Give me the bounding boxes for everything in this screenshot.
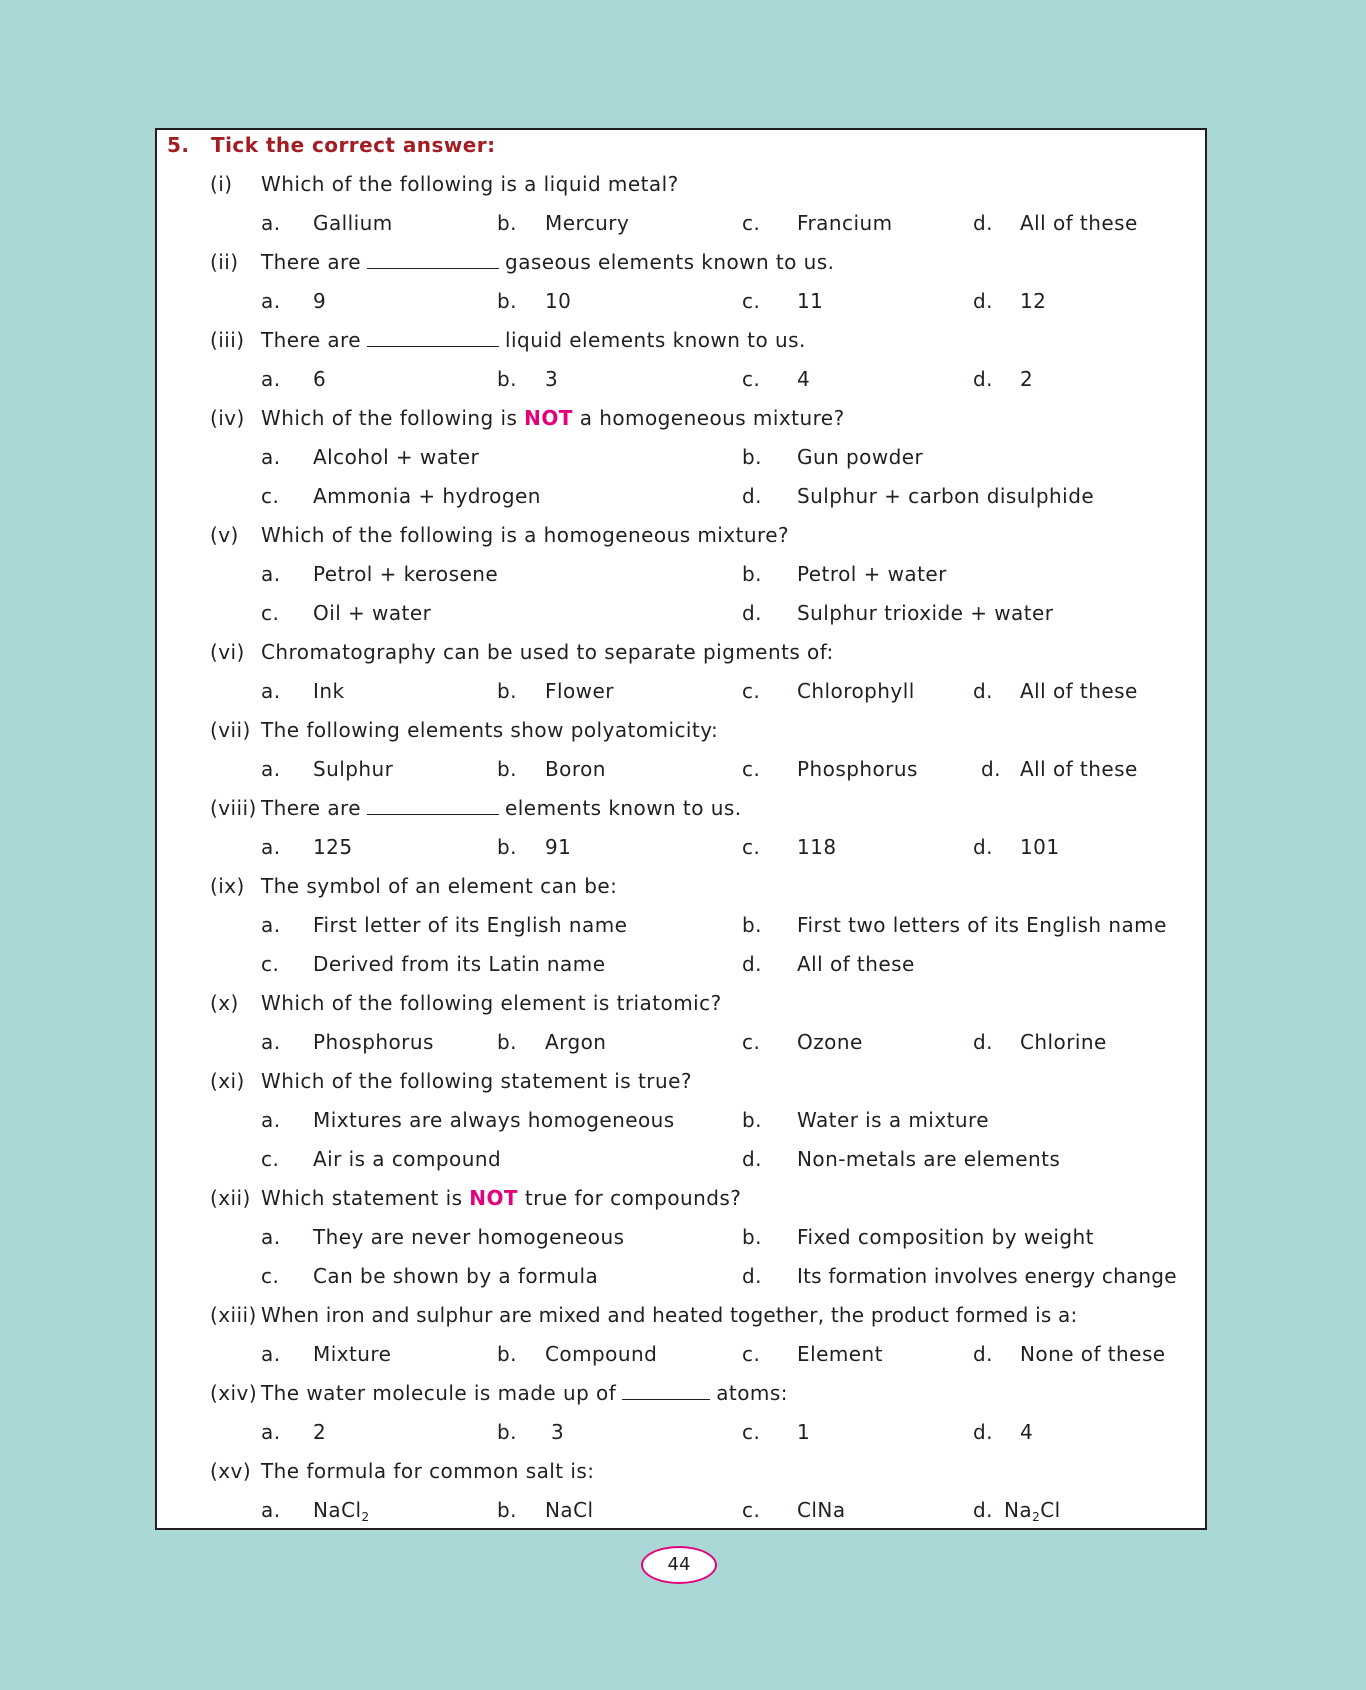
option-b[interactable]: 10: [545, 289, 572, 313]
option-letter: d.: [742, 952, 762, 976]
question-number: (xi): [210, 1069, 245, 1093]
option-letter: a.: [261, 367, 281, 391]
option-letter: b.: [497, 1030, 517, 1054]
question-text: Which of the following is NOT a homogeneous mixture?: [261, 406, 845, 430]
option-letter: a.: [261, 445, 281, 469]
option-letter: b.: [742, 1225, 762, 1249]
option-letter: a.: [261, 211, 281, 235]
option-a[interactable]: Sulphur: [313, 757, 394, 781]
option-letter: c.: [742, 757, 761, 781]
option-letter: a.: [261, 1225, 281, 1249]
option-b[interactable]: 3: [545, 367, 559, 391]
option-a[interactable]: Gallium: [313, 211, 393, 235]
option-d[interactable]: Its formation involves energy change: [797, 1264, 1177, 1288]
question-number: (xv): [210, 1459, 252, 1483]
question-number: (iv): [210, 406, 245, 430]
option-a[interactable]: First letter of its English name: [313, 913, 628, 937]
option-b[interactable]: 91: [545, 835, 572, 859]
option-letter: b.: [742, 913, 762, 937]
option-letter: b.: [742, 562, 762, 586]
option-c[interactable]: Chlorophyll: [797, 679, 915, 703]
option-letter: a.: [261, 757, 281, 781]
option-b[interactable]: First two letters of its English name: [797, 913, 1167, 937]
question-text: There are gaseous elements known to us.: [261, 250, 835, 274]
question-number: (i): [210, 172, 233, 196]
question-number: (x): [210, 991, 239, 1015]
option-b[interactable]: Compound: [545, 1342, 658, 1366]
option-letter: d.: [981, 757, 1001, 781]
question-number: (v): [210, 523, 239, 547]
option-c[interactable]: Oil + water: [313, 601, 432, 625]
option-d[interactable]: 12: [1020, 289, 1047, 313]
option-letter: d.: [973, 1498, 993, 1522]
question-text: There are elements known to us.: [261, 796, 742, 820]
option-letter: a.: [261, 835, 281, 859]
option-letter: b.: [742, 445, 762, 469]
question-text: Which of the following is a liquid metal?: [261, 172, 679, 196]
option-letter: a.: [261, 1420, 281, 1444]
question-number: (xiii): [210, 1303, 257, 1327]
option-letter: c.: [261, 484, 280, 508]
option-c[interactable]: Phosphorus: [797, 757, 918, 781]
exercise-number: 5.: [167, 133, 190, 157]
answer-blank: [367, 794, 499, 815]
option-letter: c.: [261, 1264, 280, 1288]
question-text: When iron and sulphur are mixed and heated together, the product formed is a:: [261, 1303, 1078, 1327]
option-letter: a.: [261, 913, 281, 937]
option-letter: b.: [497, 835, 517, 859]
option-b[interactable]: Boron: [545, 757, 606, 781]
option-a[interactable]: Mixtures are always homogeneous: [313, 1108, 675, 1132]
option-c[interactable]: Derived from its Latin name: [313, 952, 606, 976]
option-letter: c.: [742, 1498, 761, 1522]
option-b[interactable]: Petrol + water: [797, 562, 947, 586]
page-number: 44: [641, 1546, 717, 1584]
option-d[interactable]: Chlorine: [1020, 1030, 1107, 1054]
question-number: (ii): [210, 250, 239, 274]
question-number: (viii): [210, 796, 257, 820]
option-a[interactable]: They are never homogeneous: [313, 1225, 625, 1249]
option-a[interactable]: Ink: [313, 679, 345, 703]
option-letter: c.: [742, 1342, 761, 1366]
option-letter: d.: [742, 1147, 762, 1171]
option-letter: c.: [261, 1147, 280, 1171]
option-b[interactable]: Flower: [545, 679, 614, 703]
question-text: The symbol of an element can be:: [261, 874, 618, 898]
option-letter: d.: [973, 1342, 993, 1366]
not-emphasis: NOT: [469, 1186, 518, 1210]
option-c[interactable]: 11: [797, 289, 824, 313]
option-d[interactable]: Sulphur + carbon disulphide: [797, 484, 1095, 508]
option-letter: a.: [261, 1498, 281, 1522]
option-a[interactable]: 9: [313, 289, 327, 313]
option-letter: c.: [261, 601, 280, 625]
question-number: (xii): [210, 1186, 251, 1210]
option-b[interactable]: Gun powder: [797, 445, 924, 469]
subscript: 2: [361, 1510, 370, 1524]
question-text: The following elements show polyatomicity:: [261, 718, 719, 742]
option-c[interactable]: Ozone: [797, 1030, 863, 1054]
answer-blank: [622, 1379, 710, 1400]
option-letter: b.: [497, 679, 517, 703]
option-c[interactable]: ClNa: [797, 1498, 846, 1522]
option-letter: a.: [261, 1108, 281, 1132]
option-a[interactable]: Petrol + kerosene: [313, 562, 499, 586]
option-d[interactable]: 4: [1020, 1420, 1034, 1444]
option-letter: b.: [497, 1342, 517, 1366]
option-d[interactable]: All of these: [1020, 211, 1138, 235]
option-c[interactable]: 1: [797, 1420, 811, 1444]
option-letter: d.: [973, 679, 993, 703]
option-letter: a.: [261, 289, 281, 313]
option-b[interactable]: Mercury: [545, 211, 630, 235]
question-text: There are liquid elements known to us.: [261, 328, 806, 352]
option-c[interactable]: Element: [797, 1342, 883, 1366]
option-letter: a.: [261, 1342, 281, 1366]
option-c[interactable]: 118: [797, 835, 837, 859]
option-letter: b.: [742, 1108, 762, 1132]
option-letter: c.: [261, 952, 280, 976]
option-b[interactable]: Water is a mixture: [797, 1108, 990, 1132]
option-letter: d.: [973, 211, 993, 235]
option-letter: d.: [973, 367, 993, 391]
option-d[interactable]: Non-metals are elements: [797, 1147, 1061, 1171]
option-c[interactable]: Can be shown by a formula: [313, 1264, 599, 1288]
option-letter: d.: [973, 289, 993, 313]
question-text: The formula for common salt is:: [261, 1459, 595, 1483]
option-letter: d.: [973, 835, 993, 859]
option-d[interactable]: 101: [1020, 835, 1060, 859]
option-letter: b.: [497, 1420, 517, 1444]
option-d[interactable]: All of these: [797, 952, 915, 976]
option-c[interactable]: Francium: [797, 211, 893, 235]
option-letter: c.: [742, 289, 761, 313]
subscript: 2: [1032, 1510, 1041, 1524]
option-letter: b.: [497, 757, 517, 781]
option-a[interactable]: Mixture: [313, 1342, 392, 1366]
option-letter: c.: [742, 367, 761, 391]
question-number: (ix): [210, 874, 245, 898]
question-text: Which of the following is a homogeneous mixture?: [261, 523, 790, 547]
option-d[interactable]: $Na_2Cl$: [1004, 1498, 1061, 1524]
option-c[interactable]: Air is a compound: [313, 1147, 502, 1171]
option-c[interactable]: 4: [797, 367, 811, 391]
option-d[interactable]: None of these: [1020, 1342, 1166, 1366]
question-number: (vii): [210, 718, 251, 742]
question-number: (iii): [210, 328, 245, 352]
not-emphasis: NOT: [524, 406, 573, 430]
option-b[interactable]: 3: [551, 1420, 565, 1444]
question-text: Which of the following statement is true?: [261, 1069, 692, 1093]
option-a[interactable]: 125: [313, 835, 353, 859]
question-text: Which of the following element is triatomic?: [261, 991, 722, 1015]
option-letter: b.: [497, 1498, 517, 1522]
option-letter: b.: [497, 289, 517, 313]
option-letter: d.: [742, 601, 762, 625]
option-b[interactable]: Fixed composition by weight: [797, 1225, 1094, 1249]
option-a[interactable]: Alcohol + water: [313, 445, 480, 469]
option-letter: d.: [742, 484, 762, 508]
option-letter: a.: [261, 679, 281, 703]
option-d[interactable]: All of these: [1020, 679, 1138, 703]
option-letter: a.: [261, 1030, 281, 1054]
option-b[interactable]: NaCl: [545, 1498, 594, 1522]
option-letter: d.: [973, 1420, 993, 1444]
answer-blank: [367, 326, 499, 347]
option-letter: c.: [742, 1030, 761, 1054]
question-number: (vi): [210, 640, 245, 664]
option-letter: a.: [261, 562, 281, 586]
answer-blank: [367, 248, 499, 269]
option-c[interactable]: Ammonia + hydrogen: [313, 484, 541, 508]
option-letter: c.: [742, 835, 761, 859]
option-d[interactable]: 2: [1020, 367, 1034, 391]
option-b[interactable]: Argon: [545, 1030, 607, 1054]
option-a[interactable]: Phosphorus: [313, 1030, 434, 1054]
option-a[interactable]: 2: [313, 1420, 327, 1444]
question-text: The water molecule is made up of atoms:: [261, 1381, 788, 1405]
exercise-box: [155, 128, 1207, 1530]
option-d[interactable]: Sulphur trioxide + water: [797, 601, 1054, 625]
question-text: Chromatography can be used to separate pigments of:: [261, 640, 834, 664]
option-letter: c.: [742, 1420, 761, 1444]
exercise-title: Tick the correct answer:: [211, 133, 496, 157]
option-letter: c.: [742, 211, 761, 235]
option-letter: d.: [973, 1030, 993, 1054]
option-a[interactable]: 6: [313, 367, 327, 391]
option-letter: b.: [497, 367, 517, 391]
option-letter: c.: [742, 679, 761, 703]
option-d[interactable]: All of these: [1020, 757, 1138, 781]
question-number: (xiv): [210, 1381, 258, 1405]
question-text: Which statement is NOT true for compounds?: [261, 1186, 742, 1210]
option-letter: b.: [497, 211, 517, 235]
option-letter: d.: [742, 1264, 762, 1288]
option-a[interactable]: NaCl$_2$: [313, 1498, 370, 1524]
